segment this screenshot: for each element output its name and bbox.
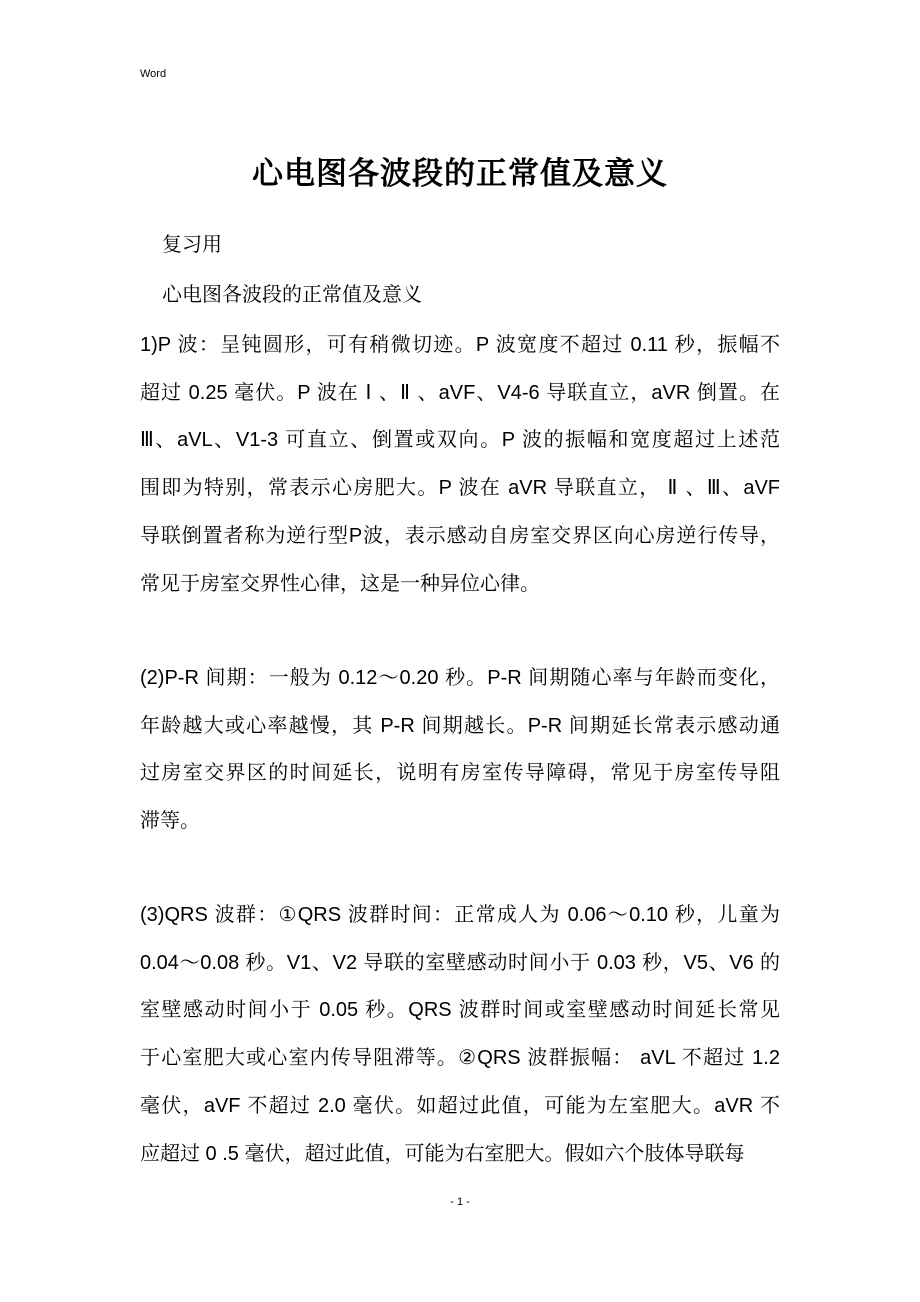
paragraph-1-line: 常见于房室交界性心律，这是一种异位心律。 (140, 572, 540, 595)
paragraph-2-line: 过房室交界区的时间延长，说明有房室传导障碍，常见于房室传导阻 (140, 762, 780, 785)
paragraph-3-line: 应超过 0 .5 毫伏，超过此值，可能为右室肥大。假如六个肢体导联每 (140, 1142, 745, 1165)
page-header: Word (140, 68, 167, 80)
intro-line: 复习用 (162, 234, 222, 256)
intro-line: 心电图各波段的正常值及意义 (162, 284, 422, 306)
paragraph-1-line: 1)P 波：呈钝圆形，可有稍微切迹。P 波宽度不超过 0.11 秒，振幅不 (140, 334, 780, 356)
paragraph-2-line: 滞等。 (140, 810, 200, 833)
paragraph-3-line: 0.04～0.08 秒。V1、V2 导联的室壁感动时间小于 0.03 秒，V5、V6 的 (140, 951, 780, 974)
paragraph-1-line: 超过 0.25 毫伏。P 波在 Ⅰ 、Ⅱ 、aVF、V4-6 导联直立，aVR 倒置。在 (140, 381, 780, 404)
page-number: - 1 - (450, 1196, 470, 1208)
paragraph-3-line: 于心室肥大或心室内传导阻滞等。②QRS 波群振幅： aVL 不超过 1.2 (140, 1047, 780, 1070)
paragraph-2-line: (2)P-R 间期：一般为 0.12～0.20 秒。P-R 间期随心率与年龄而变化， (140, 667, 780, 689)
document-title: 心电图各波段的正常值及意义 (252, 156, 668, 191)
paragraph-1-line: 导联倒置者称为逆行型P波，表示感动自房室交界区向心房逆行传导， (140, 524, 780, 547)
paragraph-1-line: 围即为特别，常表示心房肥大。P 波在 aVR 导联直立， Ⅱ 、Ⅲ、aVF (140, 477, 780, 500)
paragraph-3-line: 毫伏，aVF 不超过 2.0 毫伏。如超过此值，可能为左室肥大。aVR 不 (140, 1094, 780, 1117)
paragraph-3-line: (3)QRS 波群：①QRS 波群时间：正常成人为 0.06～0.10 秒，儿童为 (140, 904, 780, 926)
paragraph-3-line: 室壁感动时间小于 0.05 秒。QRS 波群时间或室壁感动时间延长常见 (140, 999, 780, 1022)
paragraph-1-line: Ⅲ、aVL、V1-3 可直立、倒置或双向。P 波的振幅和宽度超过上述范 (140, 429, 780, 452)
paragraph-2-line: 年龄越大或心率越慢，其 P-R 间期越长。P-R 间期延长常表示感动通 (140, 714, 780, 737)
